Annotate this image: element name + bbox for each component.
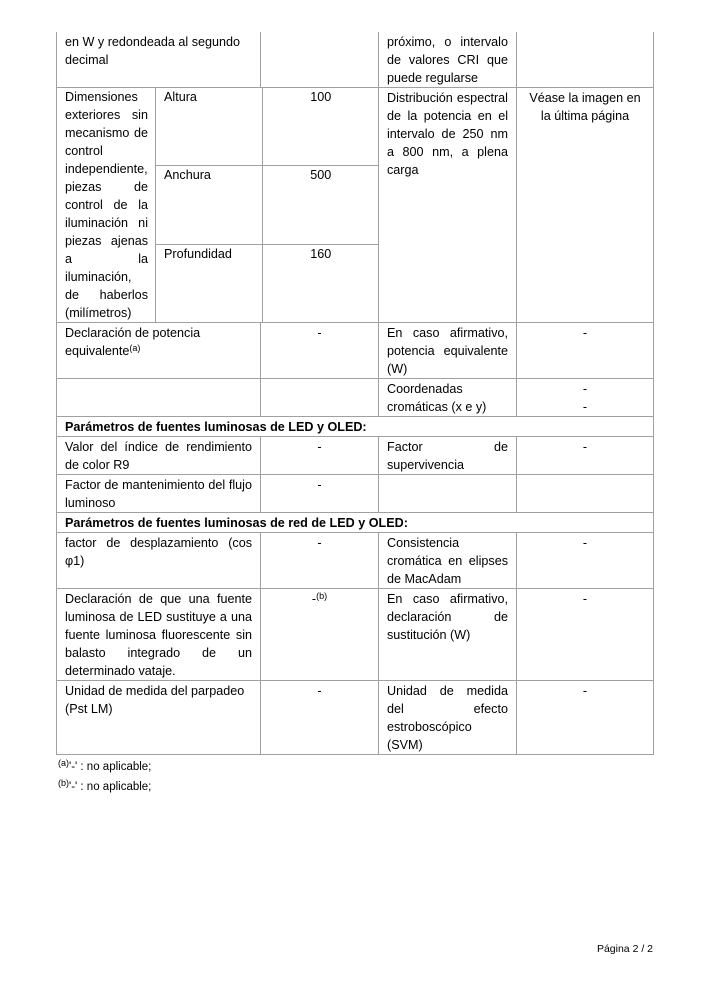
led-replacement-value: -$^{(b)}$: [261, 589, 379, 681]
empty-cell: [379, 475, 517, 513]
section-header-led: Parámetros de fuentes luminosas de LED y OLED:: [57, 417, 654, 437]
color-consistency-label: Consistencia cromática en elipses de MacAdam: [379, 533, 517, 589]
chromaticity-values: - -: [517, 379, 654, 417]
displacement-factor-value: -: [261, 533, 379, 589]
flux-maintenance-label: Factor de mantenimiento del flujo luminoso: [57, 475, 261, 513]
footnote-b: $^{(b)}$'-' : no aplicable;: [58, 778, 152, 793]
r9-label: Valor del índice de rendimiento de color R9: [57, 437, 261, 475]
footnotes: [56, 757, 653, 797]
table-row: [57, 32, 654, 88]
flicker-label: Unidad de medida del parpadeo (Pst LM): [57, 681, 261, 755]
product-info-table: [56, 32, 654, 755]
power-rounding-cell: en W y redondeada al segundo decimal: [57, 32, 261, 88]
table-row: [57, 417, 654, 437]
flicker-value: -: [261, 681, 379, 755]
footnote-mark: (a): [129, 343, 141, 353]
dimension-value: 100: [262, 88, 379, 165]
equivalent-power-label: Declaración de potencia equivalente$^{(a)}$: [57, 323, 261, 379]
empty-cell: [517, 32, 654, 88]
equivalent-power-value: -: [261, 323, 379, 379]
section-header-mains: Parámetros de fuentes luminosas de red de LED y OLED:: [57, 513, 654, 533]
dimension-name: Altura: [156, 88, 262, 165]
replacement-detail-label: En caso afirmativo, declaración de sustitución (W): [379, 589, 517, 681]
equivalent-power-detail-label: En caso afirmativo, potencia equivalente (W): [379, 323, 517, 379]
stroboscopic-label: Unidad de medida del efecto estroboscópico (SVM): [379, 681, 517, 755]
document-page: [56, 32, 653, 797]
cri-range-cell: próximo, o intervalo de valores CRI que puede regularse: [379, 32, 517, 88]
footnote-mark: (b): [316, 591, 328, 601]
table-row: [57, 437, 654, 475]
dimension-value: 160: [310, 247, 332, 262]
table-row: [57, 323, 654, 379]
dimensions-label: Dimensiones exteriores sin mecanismo de control independiente, piezas de control de la iluminación ni piezas ajenas a la iluminación, de haberlos (milímetros): [65, 90, 148, 320]
stroboscopic-value: -: [517, 681, 654, 755]
dimensions-cell: [57, 88, 379, 323]
table-row: [57, 475, 654, 513]
empty-cell: [261, 32, 379, 88]
color-consistency-value: -: [517, 533, 654, 589]
table-row: [57, 681, 654, 755]
table-row: [57, 88, 654, 323]
spectral-distribution-value: Véase la imagen en la última página: [517, 88, 654, 323]
table-row: [57, 513, 654, 533]
equivalent-power-detail-value: -: [517, 323, 654, 379]
spectral-distribution-label: Distribución espectral de la potencia en el intervalo de 250 nm a 800 nm, a plena carga: [379, 88, 517, 323]
empty-cell: [261, 379, 379, 417]
survival-factor-value: -: [517, 437, 654, 475]
dimension-value: 500: [262, 165, 379, 244]
flux-maintenance-value: -: [261, 475, 379, 513]
table-row: [57, 533, 654, 589]
displacement-factor-label: factor de desplazamiento (cos φ1): [57, 533, 261, 589]
dimension-name: Profundidad: [156, 245, 262, 322]
page-number: Página 2 / 2: [596, 943, 653, 955]
r9-value: -: [261, 437, 379, 475]
survival-factor-label: Factor de supervivencia: [379, 437, 517, 475]
chromaticity-label: Coordenadas cromáticas (x e y): [379, 379, 517, 417]
table-row: [57, 589, 654, 681]
replacement-detail-value: -: [517, 589, 654, 681]
dimension-name: Anchura: [156, 165, 262, 244]
empty-cell: [517, 475, 654, 513]
empty-cell: [57, 379, 261, 417]
led-replacement-label: Declaración de que una fuente luminosa de LED sustituye a una fuente luminosa fluorescente sin balasto integrado de un determinado vataje.: [57, 589, 261, 681]
table-row: [57, 379, 654, 417]
footnote-a: $^{(a)}$'-' : no aplicable;: [58, 758, 152, 773]
